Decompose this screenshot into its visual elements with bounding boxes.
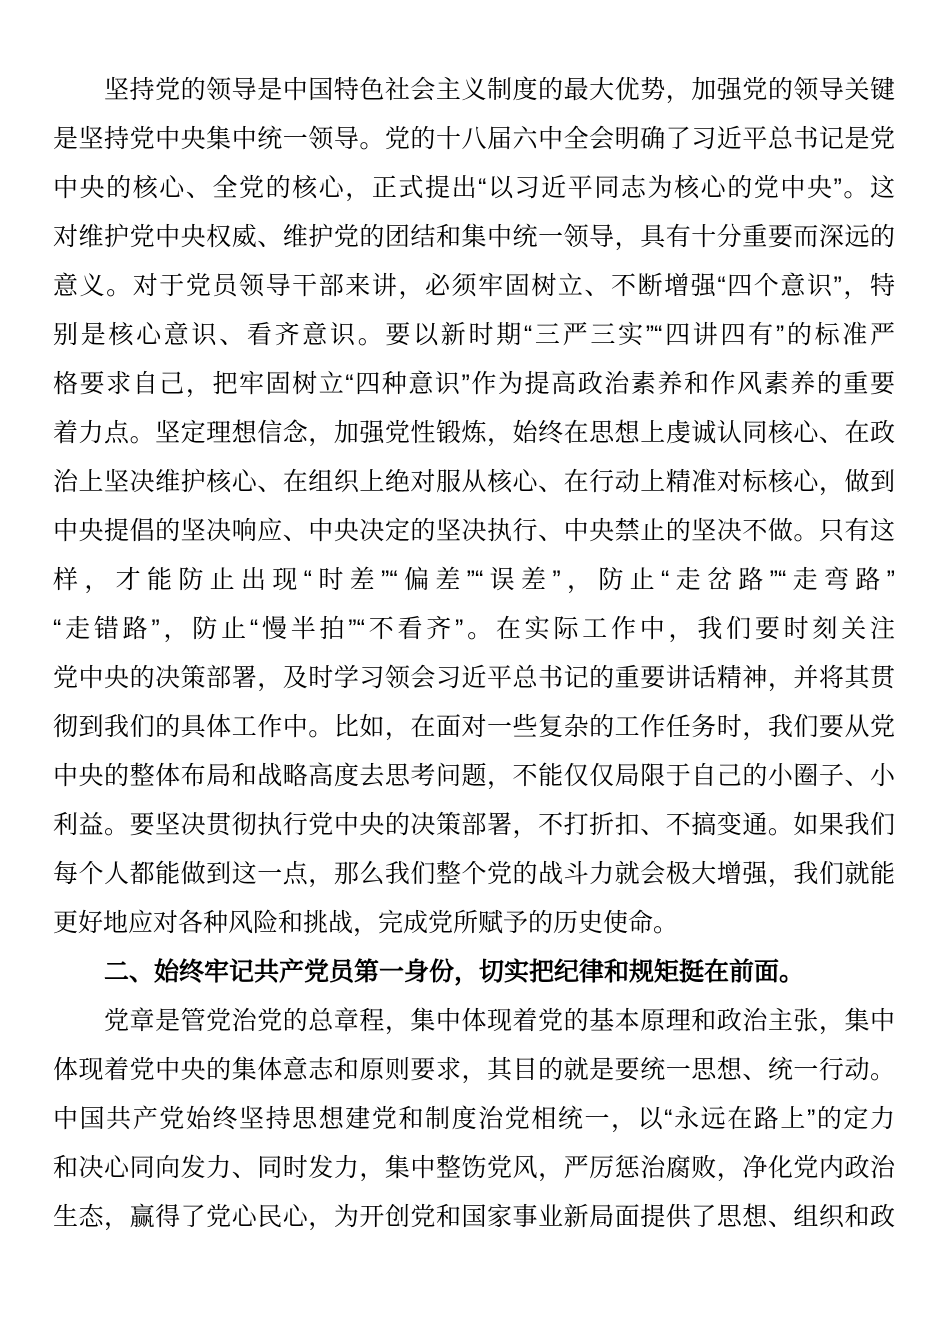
text-line: 中央的整体布局和战略高度去思考问题，不能仅仅局限于自己的小圈子、小 — [53, 762, 895, 790]
text-line: “走错路”，防止“慢半拍”“不看齐”。在实际工作中，我们要时刻关注 — [53, 615, 895, 643]
text-line: 和决心同向发力、同时发力，集中整饬党风，严厉惩治腐败，净化党内政治 — [53, 1154, 895, 1182]
text-line: 是坚持党中央集中统一领导。党的十八届六中全会明确了习近平总书记是党 — [53, 125, 895, 153]
text-line: 对维护党中央权威、维护党的团结和集中统一领导，具有十分重要而深远的 — [53, 223, 895, 251]
text-line: 更好地应对各种风险和挑战，完成党所赋予的历史使命。 — [53, 909, 679, 937]
text-line: 生态，赢得了党心民心，为开创党和国家事业新局面提供了思想、组织和政 — [53, 1203, 895, 1231]
text-line: 彻到我们的具体工作中。比如，在面对一些复杂的工作任务时，我们要从党 — [53, 713, 895, 741]
text-line: 坚持党的领导是中国特色社会主义制度的最大优势，加强党的领导关键 — [104, 76, 895, 104]
text-line: 样，才能防止出现“时差”“偏差”“误差”，防止“走岔路”“走弯路” — [53, 566, 895, 594]
text-line: 中国共产党始终坚持思想建党和制度治党相统一，以“永远在路上”的定力 — [53, 1105, 895, 1133]
paragraph-2 — [53, 997, 895, 1242]
text-line: 治上坚决维护核心、在组织上绝对服从核心、在行动上精准对标核心，做到 — [53, 468, 895, 496]
text-line: 意义。对于党员领导干部来讲，必须牢固树立、不断增强“四个意识”，特 — [53, 272, 895, 300]
text-line: 中央提倡的坚决响应、中央决定的坚决执行、中央禁止的坚决不做。只有这 — [53, 517, 895, 545]
text-line: 格要求自己，把牢固树立“四种意识”作为提高政治素养和作风素养的重要 — [53, 370, 895, 398]
text-line: 党中央的决策部署，及时学习领会习近平总书记的重要讲话精神，并将其贯 — [53, 664, 895, 692]
text-line: 别是核心意识、看齐意识。要以新时期“三严三实”“四讲四有”的标准严 — [53, 321, 895, 349]
section-heading: 二、始终牢记共产党员第一身份，切实把纪律和规矩挺在前面。 — [104, 958, 805, 986]
text-line: 每个人都能做到这一点，那么我们整个党的战斗力就会极大增强，我们就能 — [53, 860, 895, 888]
text-line: 中央的核心、全党的核心，正式提出“以习近平同志为核心的党中央”。这 — [53, 174, 895, 202]
text-line: 党章是管党治党的总章程，集中体现着党的基本原理和政治主张，集中 — [104, 1007, 895, 1035]
text-line: 利益。要坚决贯彻执行党中央的决策部署，不打折扣、不搞变通。如果我们 — [53, 811, 895, 839]
text-line: 体现着党中央的集体意志和原则要求，其目的就是要统一思想、统一行动。 — [53, 1056, 895, 1084]
text-line: 着力点。坚定理想信念，加强党性锻炼，始终在思想上虔诚认同核心、在政 — [53, 419, 895, 447]
paragraph-1 — [53, 66, 895, 948]
